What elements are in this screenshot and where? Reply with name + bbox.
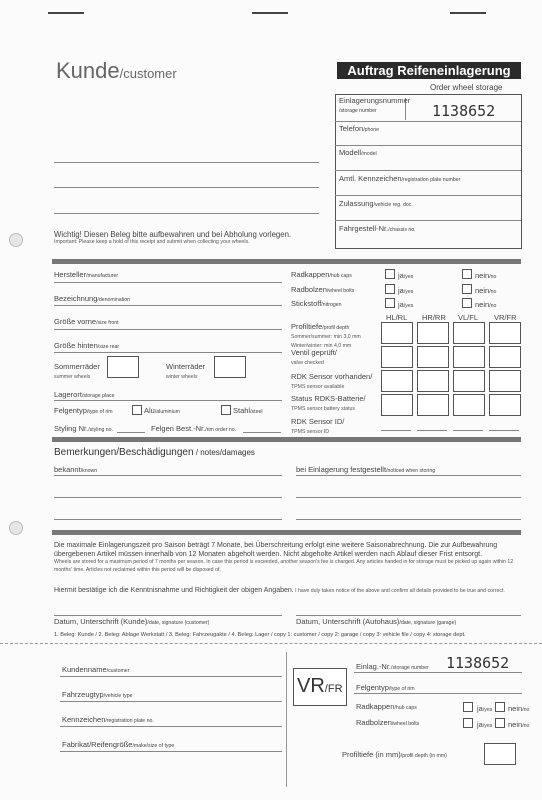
top-mark (252, 12, 288, 14)
tag-no-label: nein/no (508, 720, 530, 729)
known-line[interactable] (54, 519, 282, 520)
notice-text: Wichtig! Diesen Beleg bitte aufbewahren und bei Abholung vorlegen. Important: Please keep a hold of this receipt and submit when collecting your wheels. (54, 230, 292, 245)
tag-rim-type-line[interactable] (354, 693, 522, 694)
tear-line (0, 643, 542, 644)
rdkid-hr-line[interactable] (417, 430, 447, 431)
profile-hr-box[interactable] (417, 322, 449, 344)
kunde-word: Kunde (56, 58, 120, 83)
customer-signature-label: Datum, Unterschrift (Kunde)/date, signature (customer) (54, 617, 210, 626)
tag-plate-line[interactable] (60, 726, 282, 727)
rdk-hl-box[interactable] (381, 370, 413, 392)
rdks-hr-box[interactable] (417, 394, 449, 416)
hubcaps-yes-checkbox[interactable] (385, 269, 395, 279)
order-box-row (335, 145, 521, 146)
designation-label: Bezeichnung/denomination (54, 294, 130, 303)
winter-label: Winterräder winter wheels (166, 362, 206, 380)
valve-hr-box[interactable] (417, 346, 449, 368)
yes-label: ja/yes (398, 271, 414, 280)
size-front-line[interactable] (54, 329, 282, 330)
phone-label: Telefon/phone (339, 124, 380, 133)
tag-hubcaps-yes-checkbox[interactable] (463, 702, 473, 712)
valve-vr-box[interactable] (489, 346, 521, 368)
rdkid-label: RDK Sensor ID/ TPMS sensor ID (291, 417, 345, 435)
nitrogen-label: Stickstoff/nitrogen (291, 299, 342, 308)
styling-label: Styling Nr./styling no. (54, 424, 113, 433)
remarks-title: Bemerkungen/Beschädigungen / notes/damages (54, 447, 255, 458)
top-mark (450, 12, 486, 14)
customer-address-line[interactable] (54, 213, 319, 214)
copies-text: 1. Beleg: Kunde / 2. Beleg: Ablage Werkstatt / 3. Beleg: Fahrzeugakte / 4. Beleg: Lager / copy 1: customer / copy 2: garage / copy 3: vehicle file / copy 4: storage dept. (54, 632, 466, 638)
rdks-vr-box[interactable] (489, 394, 521, 416)
tag-storage-number: 1138652 (446, 654, 510, 672)
alu-checkbox[interactable] (132, 405, 142, 415)
top-mark (48, 12, 84, 14)
terms-text: Die maximale Einlagerungszeit pro Saison beträgt 7 Monate, bei Überschreitung erfolgt eine weitere Saisonabrechnung. Die zur Aufbewahrung übergebenen Artikel müssen innerhalb von 12 Monaten abgeholt werden. Nicht abgeholte Artikel werden nach Ablauf dieser Frist entsorgt. Wheels are stored for a maximum period of 7 months per season. In case this period is exceeded, another season's fee is charged. Any articles handed in for storage must be picked up again within 12 months' time. Articles not reclaimed within this period will be disposed of. (54, 542, 514, 573)
tag-bolts-label: Radbolzen/wheel bolts (356, 718, 420, 727)
no-label: nein/no (475, 286, 497, 295)
order-box-row (335, 195, 521, 196)
profile-vl-box[interactable] (453, 322, 485, 344)
tag-divider (286, 652, 287, 787)
order-title-banner: Auftrag Reifeneinlagerung (337, 62, 521, 79)
valve-label: Ventil geprüft/ valve checked (291, 348, 337, 366)
tag-plate-label: Kennzeichen/registration plate no. (62, 715, 154, 724)
hubcaps-label: Radkappen/hub caps (291, 270, 352, 279)
tag-storage-no-label: Einlag.-Nr./storage number (356, 662, 429, 671)
tag-rim-type-label: Felgentyp/type of rim (356, 683, 415, 692)
rim-order-line[interactable] (243, 432, 281, 433)
tag-yes-label: ja/yes (477, 704, 493, 713)
col-header-hl: HL/RL (386, 313, 408, 322)
no-label: nein/no (475, 271, 497, 280)
size-rear-line[interactable] (54, 352, 282, 353)
storage-place-label: Lagerort/storage place (54, 390, 115, 399)
steel-label: Stahl/steel (233, 406, 263, 415)
tag-profile-label: Profiltiefe (in mm)/profil depth (in mm) (342, 750, 447, 759)
tag-bolts-yes-checkbox[interactable] (463, 718, 473, 728)
bolts-yes-checkbox[interactable] (385, 284, 395, 294)
summer-checkbox[interactable] (107, 356, 139, 378)
tag-yes-label: ja/yes (477, 720, 493, 729)
col-header-hr: HR/RR (422, 313, 446, 322)
rdk-hr-box[interactable] (417, 370, 449, 392)
found-line[interactable] (296, 519, 521, 520)
rdkid-vl-line[interactable] (453, 430, 483, 431)
nitrogen-no-checkbox[interactable] (462, 298, 472, 308)
section-divider (52, 259, 521, 264)
section-divider (52, 437, 521, 442)
order-box-row (335, 220, 521, 221)
storage-number: 1138652 (432, 102, 496, 120)
tag-no-label: nein/no (508, 704, 530, 713)
size-front-label: Größe vorne/size front (54, 317, 119, 326)
steel-checkbox[interactable] (221, 405, 231, 415)
valve-vl-box[interactable] (453, 346, 485, 368)
yes-label: ja/yes (398, 286, 414, 295)
alu-label: Alu/aluminium (144, 406, 180, 415)
summer-label: Sommerräder summer wheels (54, 362, 100, 380)
garage-signature-line[interactable] (296, 615, 521, 616)
order-box-row (335, 170, 521, 171)
rdks-vl-box[interactable] (453, 394, 485, 416)
found-label: bei Einlagerung festgestellt/noticed when storing (296, 465, 436, 474)
size-rear-label: Größe hinten/size rear (54, 341, 120, 350)
nitrogen-yes-checkbox[interactable] (385, 298, 395, 308)
found-line[interactable] (296, 475, 521, 476)
storage-number-label: Einlagerungsnummer /storage number (339, 96, 411, 114)
tag-customer-name-line[interactable] (60, 676, 282, 677)
bolts-no-checkbox[interactable] (462, 284, 472, 294)
customer-signature-line[interactable] (54, 615, 282, 616)
tag-storage-no-line[interactable] (354, 672, 522, 673)
section-divider (52, 530, 521, 535)
known-line[interactable] (54, 475, 282, 476)
position-label: VR/FR (297, 675, 343, 697)
tag-make-label: Fabrikat/Reifengröße/make/size of type (62, 740, 175, 749)
found-line[interactable] (296, 497, 521, 498)
manufacturer-label: Hersteller/manufacturer (54, 270, 119, 279)
col-header-vl: VL/FL (458, 313, 479, 322)
garage-signature-label: Datum, Unterschrift (Autohaus)/date, signature (garage) (296, 617, 457, 626)
customer-word: /customer (119, 66, 177, 81)
rdk-label: RDK Sensor vorhanden/ TPMS sensor available (291, 372, 373, 390)
rim-order-label: Felgen Best.-Nr./rim order no. (151, 424, 237, 433)
order-subtitle: Order wheel storage (430, 83, 503, 92)
tag-bolts-no-checkbox[interactable] (495, 718, 505, 728)
confirm-text: Hiermit bestätige ich die Kenntnisnahme und Richtigkeit der obigen Angaben. I have duly taken notice of the above and confirm all details provided to be true and correct. (54, 587, 505, 594)
rdkid-vr-line[interactable] (489, 430, 519, 431)
punch-hole (9, 233, 23, 247)
order-box-row (335, 121, 521, 122)
styling-line[interactable] (117, 432, 145, 433)
tag-make-line[interactable] (60, 751, 282, 752)
col-header-vr: VR/FR (494, 313, 517, 322)
bolts-label: Radbolzen/wheel bolts (291, 285, 355, 294)
model-label: Modell/model (339, 148, 377, 157)
rdks-label: Status RDKS-Batterie/ TPMS sensor battery status (291, 394, 366, 412)
tag-profile-box[interactable] (484, 743, 516, 765)
customer-address-line[interactable] (54, 187, 319, 188)
plate-label: Amtl. Kennzeichen/registration plate number (339, 174, 461, 183)
profile-vr-box[interactable] (489, 322, 521, 344)
profile-hl-box[interactable] (381, 322, 413, 344)
winter-checkbox[interactable] (214, 356, 246, 378)
rim-type-label: Felgentyp/type of rim (54, 406, 113, 415)
designation-line[interactable] (54, 305, 282, 306)
valve-hl-box[interactable] (381, 346, 413, 368)
tag-hubcaps-no-checkbox[interactable] (495, 702, 505, 712)
rdks-hl-box[interactable] (381, 394, 413, 416)
profile-label: Profiltiefe/profil depth Sommer/summer: min 3,0 mm Winter/winter: min 4,0 mm (291, 322, 361, 349)
manufacturer-line[interactable] (54, 282, 282, 283)
rdk-vr-box[interactable] (489, 370, 521, 392)
yes-label: ja/yes (398, 300, 414, 309)
hubcaps-no-checkbox[interactable] (462, 269, 472, 279)
rdkid-hl-line[interactable] (381, 430, 411, 431)
customer-address-line[interactable] (54, 162, 319, 163)
kunde-title (56, 58, 177, 84)
known-label: bekannt/known (54, 465, 98, 474)
chassis-label: Fahrgestell-Nr./chassis no. (339, 224, 416, 233)
tag-vehicle-type-label: Fahrzeugtyp/vehicle type (62, 690, 133, 699)
known-line[interactable] (54, 497, 282, 498)
no-label: nein/no (475, 300, 497, 309)
storage-place-line[interactable] (54, 400, 282, 401)
tag-hubcaps-label: Radkappen/hub caps (356, 702, 417, 711)
registration-label: Zulassung/vehicle reg. doc. (339, 199, 413, 208)
punch-hole (9, 521, 23, 535)
tag-customer-name-label: Kundenname/customer (62, 665, 130, 674)
rdk-vl-box[interactable] (453, 370, 485, 392)
tag-vehicle-type-line[interactable] (60, 701, 282, 702)
